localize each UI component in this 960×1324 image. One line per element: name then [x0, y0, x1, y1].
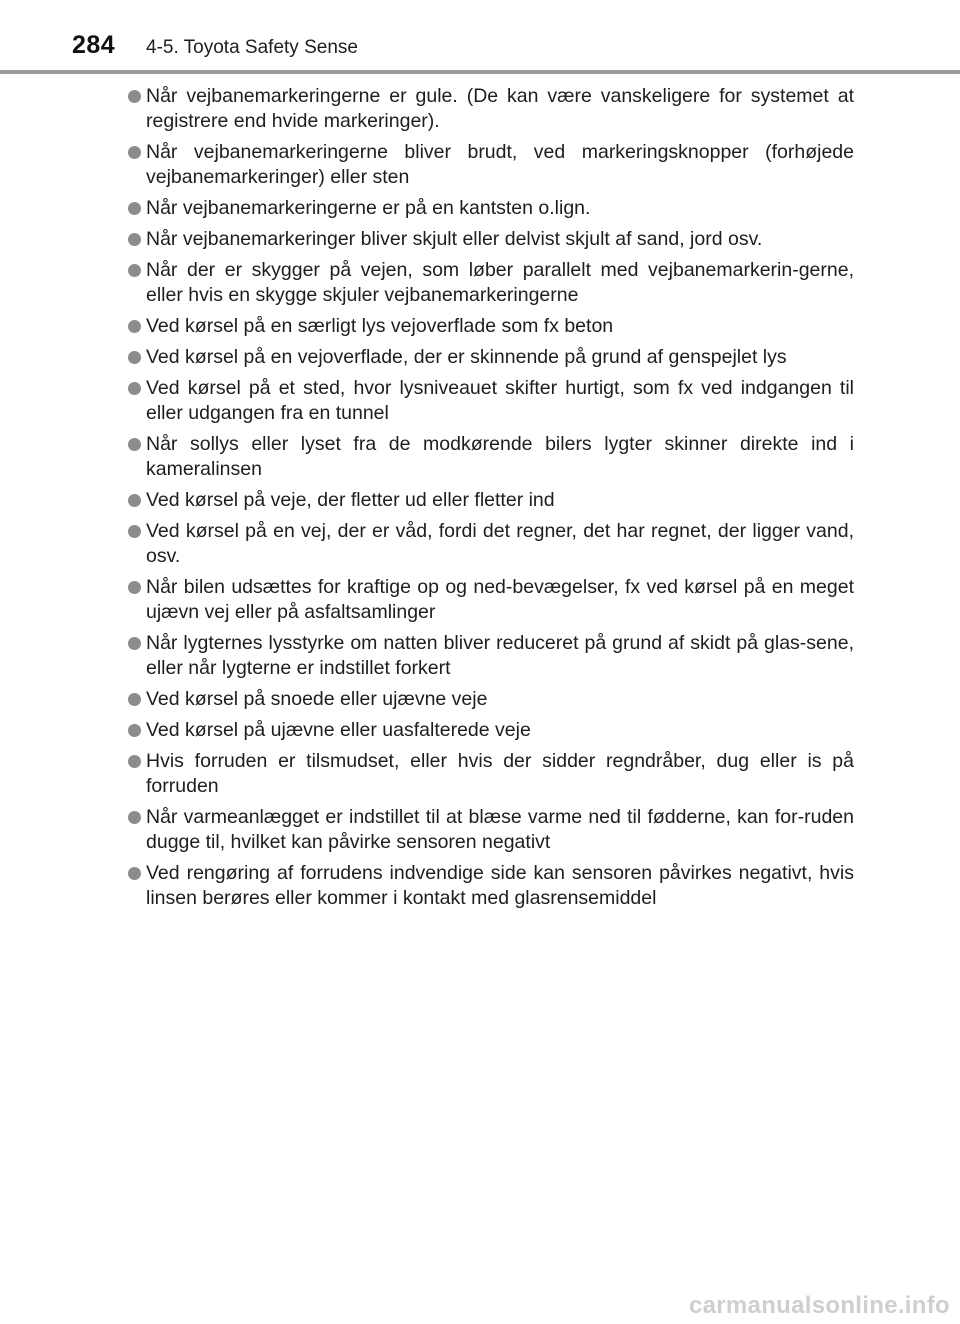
bullet-dot-icon — [128, 382, 141, 395]
list-item — [128, 84, 854, 134]
site-watermark: carmanualsonline.info — [688, 1292, 950, 1319]
bullet-dot-icon — [128, 693, 141, 706]
bullet-dot-icon — [128, 867, 141, 880]
section-title: 4-5. Toyota Safety Sense — [146, 37, 358, 58]
bullet-dot-icon — [128, 581, 141, 594]
bullet-dot-icon — [128, 233, 141, 246]
list-item — [128, 519, 854, 569]
list-item-text: Når vejbanemarkeringerne er på en kantsten o.lign. — [146, 197, 591, 219]
bullet-dot-icon — [128, 202, 141, 215]
list-item-text: Når sollys eller lyset fra de modkørende bilers lygter skinner direkte ind i kameralinsen — [146, 433, 854, 480]
list-item-text: Ved kørsel på en særligt lys vejoverflade som fx beton — [146, 315, 614, 337]
bullet-dot-icon — [128, 724, 141, 737]
header-divider — [0, 70, 960, 74]
list-item — [128, 631, 854, 681]
list-item — [128, 805, 854, 855]
list-item-text: Når varmeanlægget er indstillet til at blæse varme ned til fødderne, kan for-ruden dugge til, hvilket kan påvirke sensoren negativt — [146, 806, 854, 853]
list-item — [128, 687, 854, 712]
list-item-text: Når vejbanemarkeringerne bliver brudt, ved markeringsknopper (forhøjede vejbanemarkeringer) eller sten — [146, 141, 854, 188]
list-item — [128, 432, 854, 482]
bullet-dot-icon — [128, 264, 141, 277]
list-item — [128, 575, 854, 625]
list-item — [128, 314, 854, 339]
list-item — [128, 140, 854, 190]
bullet-dot-icon — [128, 90, 141, 103]
list-item — [128, 196, 854, 221]
bullet-dot-icon — [128, 351, 141, 364]
list-item-text: Når lygternes lysstyrke om natten bliver reduceret på grund af skidt på glas-sene, eller når lygterne er indstillet forkert — [146, 632, 854, 679]
bullet-dot-icon — [128, 146, 141, 159]
list-item-text: Når vejbanemarkeringerne er gule. (De kan være vanskeligere for systemet at registrere end hvide markeringer). — [146, 85, 854, 132]
bullet-dot-icon — [128, 811, 141, 824]
list-item-text: Ved kørsel på ujævne eller uasfalterede veje — [146, 719, 531, 741]
bullet-dot-icon — [128, 755, 141, 768]
bullet-dot-icon — [128, 525, 141, 538]
list-item-text: Ved kørsel på en vej, der er våd, fordi det regner, det har regnet, der ligger vand, osv. — [146, 520, 854, 567]
list-item — [128, 345, 854, 370]
bullet-list — [128, 84, 854, 917]
list-item — [128, 258, 854, 308]
bullet-dot-icon — [128, 637, 141, 650]
list-item — [128, 227, 854, 252]
list-item-text: Ved kørsel på snoede eller ujævne veje — [146, 688, 488, 710]
page-header — [0, 0, 960, 72]
page-number: 284 — [72, 31, 116, 59]
list-item-text: Ved kørsel på et sted, hvor lysniveauet skifter hurtigt, som fx ved indgangen til eller udgangen fra en tunnel — [146, 377, 854, 424]
list-item-text: Ved rengøring af forrudens indvendige side kan sensoren påvirkes negativt, hvis linsen berøres eller kommer i kontakt med glasrensemiddel — [146, 862, 854, 909]
list-item — [128, 749, 854, 799]
bullet-dot-icon — [128, 320, 141, 333]
bullet-dot-icon — [128, 494, 141, 507]
list-item-text: Når der er skygger på vejen, som løber parallelt med vejbanemarkerin-gerne, eller hvis en skygge skjuler vejbanemarkeringerne — [146, 259, 854, 306]
list-item — [128, 376, 854, 426]
list-item — [128, 488, 854, 513]
bullet-dot-icon — [128, 438, 141, 451]
list-item-text: Ved kørsel på en vejoverflade, der er skinnende på grund af genspejlet lys — [146, 346, 787, 368]
list-item-text: Ved kørsel på veje, der fletter ud eller fletter ind — [146, 489, 555, 511]
list-item — [128, 861, 854, 911]
list-item-text: Hvis forruden er tilsmudset, eller hvis der sidder regndråber, dug eller is på forruden — [146, 750, 854, 797]
list-item — [128, 718, 854, 743]
list-item-text: Når vejbanemarkeringer bliver skjult eller delvist skjult af sand, jord osv. — [146, 228, 763, 250]
list-item-text: Når bilen udsættes for kraftige op og ned-bevægelser, fx ved kørsel på en meget ujævn vej eller på asfaltsamlinger — [146, 576, 854, 623]
